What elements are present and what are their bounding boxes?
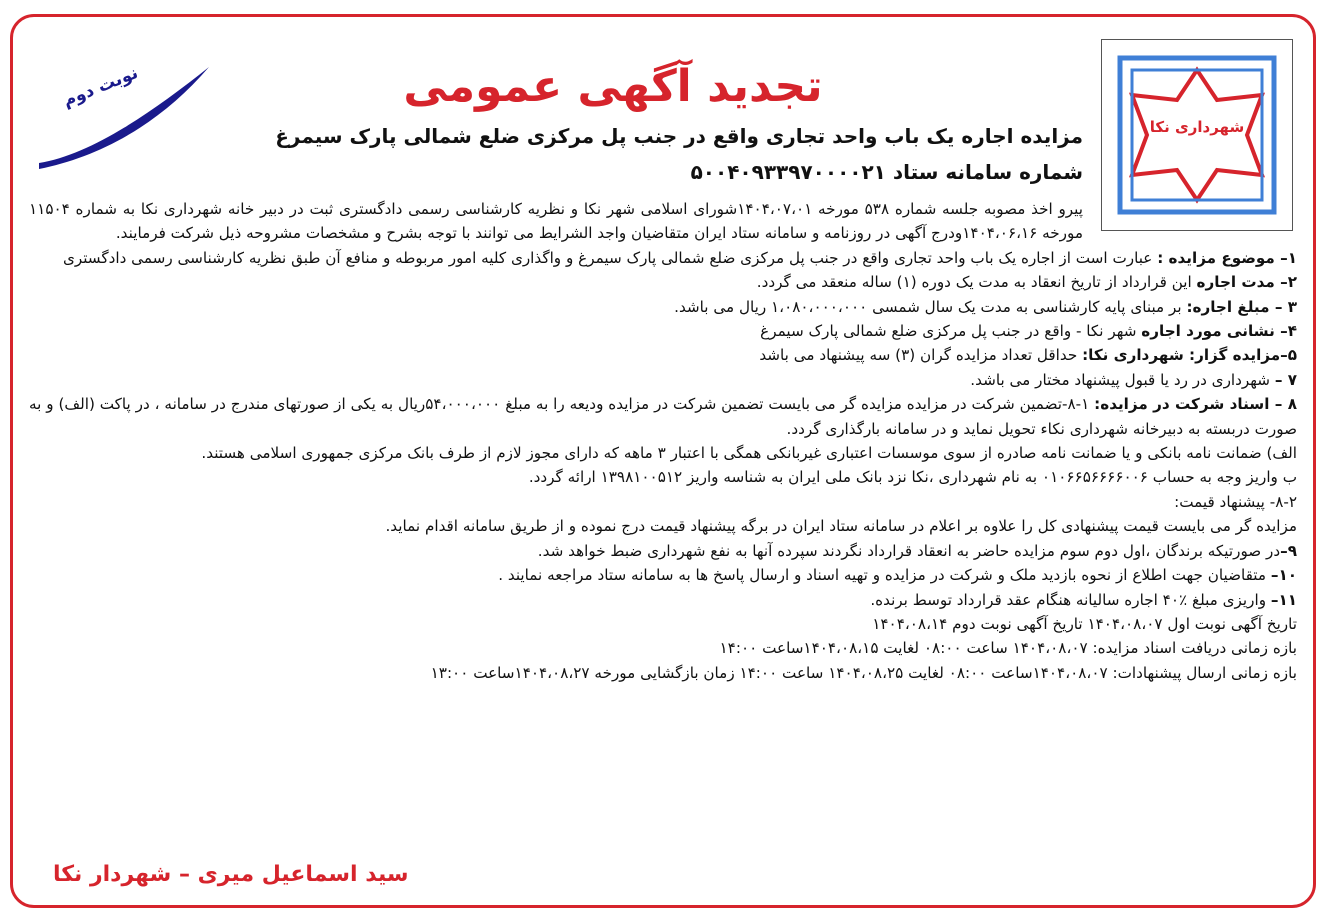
item-9: ۹–در صورتیکه برندگان ،اول دوم سوم مزایده حاضر به انعقاد قرارداد نگردند سپرده آنها به نفع شهرداری ضبط خواهد شد. — [537, 541, 1297, 560]
para-8-2: مزایده گر می بایست قیمت پیشنهادی کل را علاوه بر اعلام در سامانه ستاد ایران در برگه پیشنهاد قیمت درج نموده و از طریق سامانه اقدام نماید. — [385, 517, 1297, 536]
para-b: ب واریز وجه به حساب ۰۱۰۶۶۵۶۶۶۶۰۰۶ به نام شهرداری ،نکا نزد بانک ملی ایران به شناسه واریز ۱۳۹۸۱۰۰۵۱۲ ارائه گردد. — [528, 468, 1297, 487]
notice-body — [29, 197, 1297, 685]
notice-title: تجدید آگهی عمومی — [403, 61, 823, 112]
round-badge — [29, 45, 219, 175]
item-1: ۱– موضوع مزایده : عبارت است از اجاره یک باب واحد تجاری واقع در جنب پل مرکزی ضلع شمالی پارک سیمرغ و واگذاری کلیه امور مربوطه و منافع آن طبق نظریه کارشناسی رسمی دادگستری — [62, 248, 1297, 267]
site-number: شماره سامانه ستاد ۵۰۰۴۰۹۳۳۹۷۰۰۰۰۲۱ — [690, 160, 1083, 184]
notice-subtitle: مزایده اجاره یک باب واحد تجاری واقع در جنب پل مرکزی ضلع شمالی پارک سیمرغ — [275, 124, 1083, 148]
notice-frame — [10, 14, 1316, 908]
round-label: نوبت دوم — [60, 62, 141, 112]
item-4: ۴– نشانی مورد اجاره شهر نکا - واقع در جنب پل مرکزی ضلع شمالی پارک سیمرغ — [760, 322, 1297, 341]
item-7: ۷ – شهرداری در رد یا قبول پیشنهاد مختار می باشد. — [970, 370, 1297, 389]
dates-line-3: بازه زمانی ارسال پیشنهادات: ۱۴۰۴،۰۸،۰۷ساعت ۰۸:۰۰ لغایت ۱۴۰۴،۰۸،۲۵ ساعت ۱۴:۰۰ زمان بازگشایی مورخه ۱۴۰۴،۰۸،۲۷ساعت ۱۳:۰۰ — [430, 663, 1297, 682]
item-10: ۱۰– متقاضیان جهت اطلاع از نحوه بازدید ملک و شرکت در مزایده و تهیه اسناد و ارسال پاسخ ها به سامانه ستاد مراجعه نمایند . — [498, 566, 1297, 585]
notice-content — [13, 17, 1313, 905]
item-2: ۲– مدت اجاره این قرارداد از تاریخ انعقاد به مدت یک دوره (۱) ساله منعقد می گردد. — [756, 273, 1297, 292]
para-8-2-head: ۸-۲- پیشنهاد قیمت: — [1174, 492, 1297, 511]
signature: سید اسماعیل میری – شهردار نکا — [53, 862, 409, 887]
logo-text: شهرداری نکا — [1149, 118, 1245, 136]
dates-line-2: بازه زمانی دریافت اسناد مزایده: ۱۴۰۴،۰۸،۰۷ ساعت ۰۸:۰۰ لغایت ۱۴۰۴،۰۸،۱۵ساعت ۱۴:۰۰ — [719, 639, 1297, 658]
intro-paragraph: پیرو اخذ مصوبه جلسه شماره ۵۳۸ مورخه ۱۴۰۴،۰۷،۰۱شورای اسلامی شهر نکا و نظریه کارشناسی رسمی دادگستری ثبت در دبیر خانه شهرداری نکا به شماره ۱۱۵۰۴ مورخه ۱۴۰۴،۰۶،۱۶ودرج آگهی در روزنامه و سامانه ستاد ایران متقاضیان واجد الشرایط می توانند با توجه بشرح و مشخصات مشروحه ذیل شرکت فرمایند. — [29, 200, 1083, 243]
item-11: ۱۱– واریزی مبلغ ٪۴۰ اجاره سالیانه هنگام عقد قرارداد توسط برنده. — [870, 590, 1297, 609]
item-3: ۳ – مبلغ اجاره: بر مبنای پایه کارشناسی به مدت یک سال شمسی ۱،۰۸۰،۰۰۰،۰۰۰ ریال می باشد. — [674, 297, 1297, 316]
para-a: الف) ضمانت نامه بانکی و یا ضمانت نامه صادره از سوی موسسات اعتباری غیربانکی همگی با اعتبار ۳ ماهه که دارای مجوز لازم از طرف بانک مرکزی جمهوری اسلامی هستند. — [201, 444, 1297, 463]
item-5: ۵–مزایده گزار: شهرداری نکا: حداقل تعداد مزایده گران (۳) سه پیشنهاد می باشد — [759, 346, 1297, 365]
item-8: ۸ – اسناد شرکت در مزایده: ۱-۸-تضمین شرکت در مزایده مزایده گر می بایست تضمین شرکت در مزایده ودیعه را به مبلغ ۵۴،۰۰۰،۰۰۰ریال به یکی از صورتهای مندرج در سامانه ، در پاکت (الف) و به صورت دربسته به دبیرخانه شهرداری نکاء تحویل نماید و در سامانه بارگذاری گردد. — [29, 395, 1298, 438]
swoosh-icon — [29, 45, 219, 175]
dates-line-1: تاریخ آگهی نوبت اول ۱۴۰۴،۰۸،۰۷ تاریخ آگهی نوبت دوم ۱۴۰۴،۰۸،۱۴ — [872, 614, 1297, 633]
